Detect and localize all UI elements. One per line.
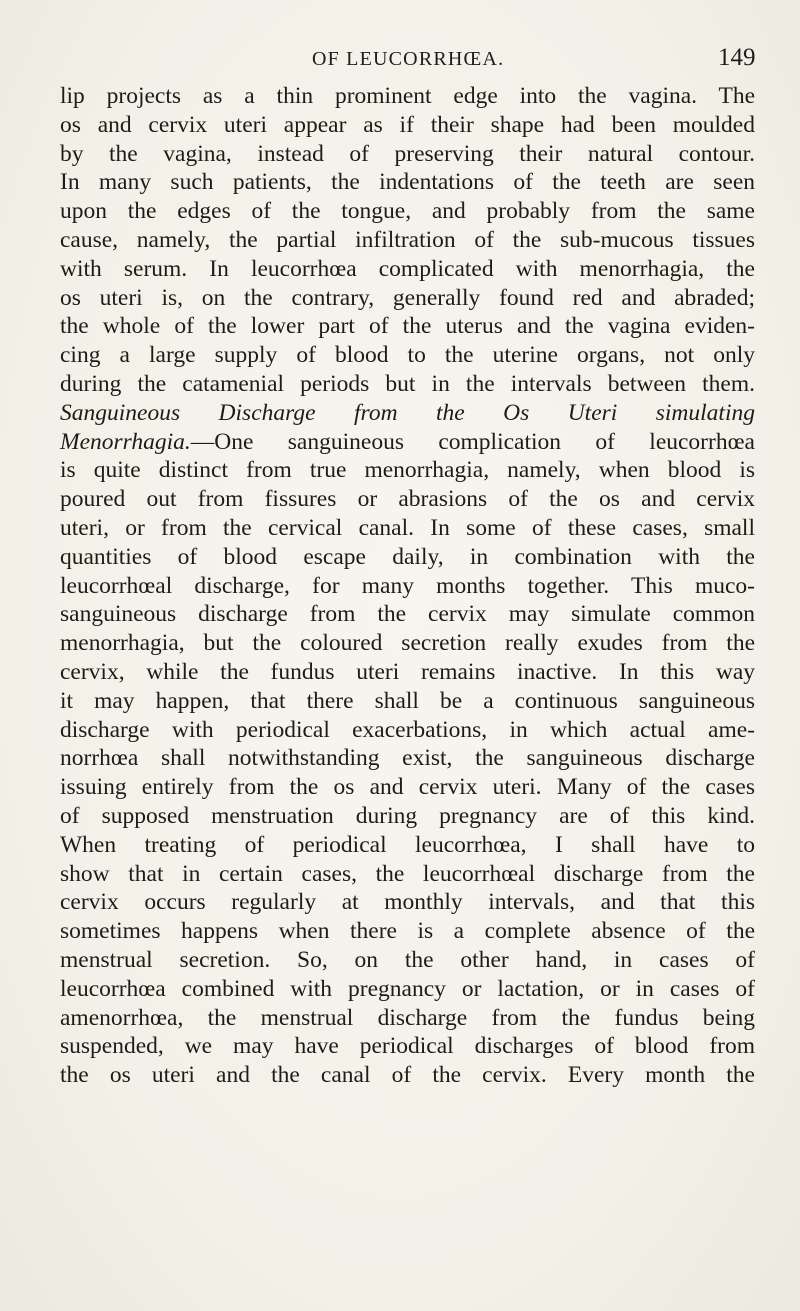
text-line: amenorrhœa, the menstrual discharge from the fundus being: [60, 1004, 755, 1031]
text-line: poured out from fissures or abrasions of the os and cervix: [60, 486, 755, 513]
section-heading-end: Menorrhagia.: [60, 428, 191, 455]
text-line: cing a large supply of blood to the uterine organs, not only: [60, 342, 755, 369]
text-line: discharge with periodical exacerbations, in which actual ame-: [60, 716, 755, 743]
text-line: When treating of periodical leucorrhœa, I shall have to: [60, 831, 755, 858]
section-heading-line: Sanguineous Discharge from the Os Uteri simulating: [60, 399, 755, 426]
text-line: quantities of blood escape daily, in combination with the: [60, 543, 755, 570]
text-line: cause, namely, the partial infiltration of the sub-mucous tissues: [60, 226, 755, 253]
text-line-rest: —One sanguineous complication of leucorrhœa: [190, 428, 755, 455]
text-line: leucorrhœa combined with pregnancy or lactation, or in cases of: [60, 975, 755, 1002]
text-line: os and cervix uteri appear as if their shape had been moulded: [60, 111, 755, 138]
text-line: norrhœa shall notwithstanding exist, the sanguineous discharge: [60, 745, 755, 772]
text-line: cervix, while the fundus uteri remains inactive. In this way: [60, 658, 755, 685]
text-line: sanguineous discharge from the cervix may simulate common: [60, 601, 755, 628]
text-line: by the vagina, instead of preserving their natural contour.: [60, 140, 755, 167]
text-line: os uteri is, on the contrary, generally found red and abraded;: [60, 284, 755, 311]
text-line: leucorrhœal discharge, for many months together. This muco-: [60, 572, 755, 599]
text-line: menorrhagia, but the coloured secretion really exudes from the: [60, 630, 755, 657]
body-text: [60, 82, 755, 1090]
text-line: with serum. In leucorrhœa complicated with menorrhagia, the: [60, 255, 755, 282]
text-line: In many such patients, the indentations of the teeth are seen: [60, 169, 755, 196]
text-line: of supposed menstruation during pregnancy are of this kind.: [60, 802, 755, 829]
text-line: the os uteri and the canal of the cervix. Every month the: [60, 1062, 755, 1089]
text-line: issuing entirely from the os and cervix uteri. Many of the cases: [60, 774, 755, 801]
text-line: menstrual secretion. So, on the other hand, in cases of: [60, 946, 755, 973]
text-line: upon the edges of the tongue, and probably from the same: [60, 198, 755, 225]
text-line: lip projects as a thin prominent edge into the vagina. The: [60, 83, 755, 109]
text-line: is quite distinct from true menorrhagia, namely, when blood is: [60, 457, 755, 484]
text-line: during the catamenial periods but in the intervals between them.: [60, 370, 755, 397]
text-line: cervix occurs regularly at monthly intervals, and that this: [60, 889, 755, 916]
running-head: [0, 44, 800, 76]
page-number: 149: [718, 44, 756, 71]
text-line: suspended, we may have periodical discharges of blood from: [60, 1033, 755, 1060]
running-title: OF LEUCORRHŒA.: [312, 48, 505, 70]
text-line: sometimes happens when there is a complete absence of the: [60, 918, 755, 945]
text-line-with-heading: [60, 428, 755, 457]
text-line: show that in certain cases, the leucorrhœal discharge from the: [60, 860, 755, 887]
text-line: uteri, or from the cervical canal. In some of these cases, small: [60, 514, 755, 541]
text-line: the whole of the lower part of the uterus and the vagina eviden-: [60, 313, 755, 340]
text-line: it may happen, that there shall be a continuous sanguineous: [60, 687, 755, 714]
